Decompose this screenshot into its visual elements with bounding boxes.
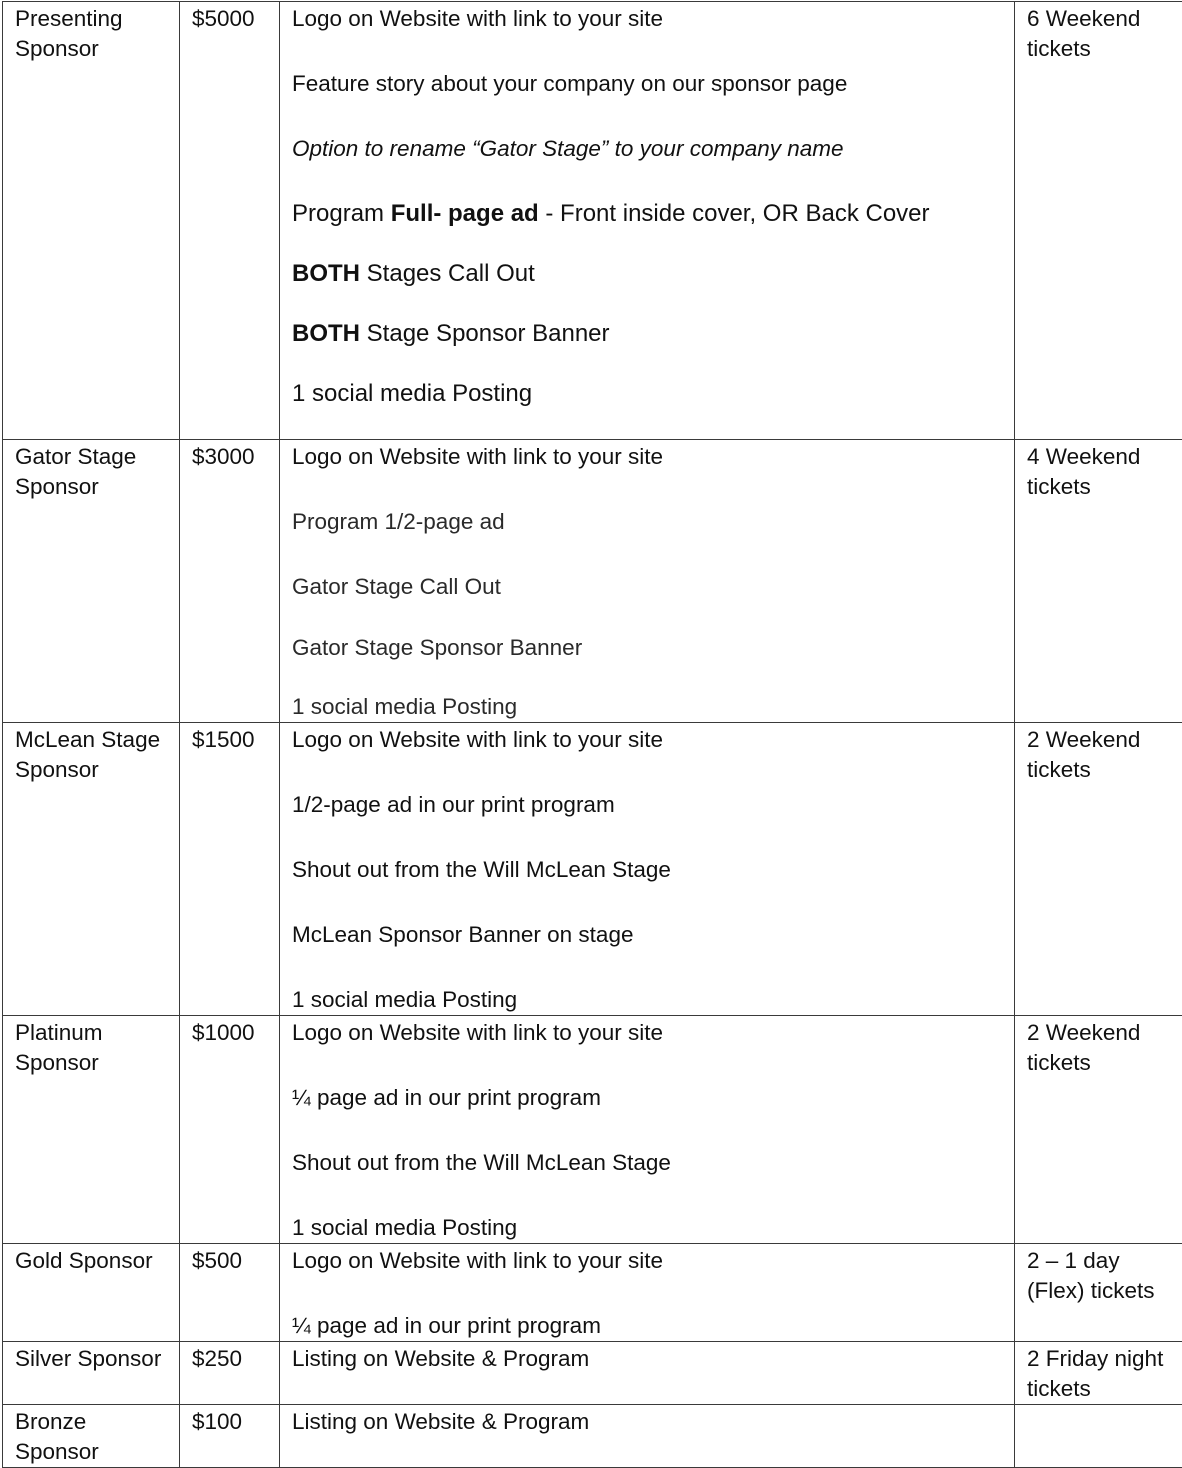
benefit-item: ¼ page ad in our print program [292, 1083, 1002, 1113]
benefit-item: Option to rename “Gator Stage” to your company name [292, 134, 1002, 164]
tier-price: $1000 [180, 1016, 280, 1244]
tier-price: $5000 [180, 2, 280, 440]
tier-name: Platinum Sponsor [3, 1016, 180, 1244]
benefit-item: Logo on Website with link to your site [292, 442, 1002, 472]
tier-name: Gator Stage Sponsor [3, 440, 180, 723]
benefit-item: Gator Stage Call Out [292, 572, 1002, 602]
benefit-emphasis: BOTH [292, 260, 360, 287]
benefit-item: ¼ page ad in our print program [292, 1311, 1002, 1341]
benefit-item: Logo on Website with link to your site [292, 4, 1002, 34]
benefit-item: Feature story about your company on our sponsor page [292, 69, 1002, 99]
tier-benefits [280, 2, 1015, 440]
tier-row-platinum [3, 1016, 1182, 1244]
benefit-item: Program 1/2-page ad [292, 507, 1002, 537]
benefit-item: Logo on Website with link to your site [292, 725, 1002, 755]
benefit-item: Listing on Website & Program [292, 1344, 1002, 1374]
tier-tickets: 4 Weekend tickets [1015, 440, 1182, 723]
benefit-item: 1 social media Posting [292, 985, 1002, 1015]
tier-price: $500 [180, 1244, 280, 1342]
tier-name: Presenting Sponsor [3, 2, 180, 440]
tier-price: $100 [180, 1405, 280, 1468]
tier-benefits [280, 1405, 1015, 1468]
benefit-item: McLean Sponsor Banner on stage [292, 920, 1002, 950]
tier-tickets [1015, 1405, 1182, 1468]
tier-benefits [280, 1244, 1015, 1342]
benefit-item [292, 259, 1002, 289]
benefit-item [292, 319, 1002, 349]
benefit-item: 1 social media Posting [292, 379, 1002, 409]
tier-benefits [280, 1342, 1015, 1405]
tier-name: Gold Sponsor [3, 1244, 180, 1342]
benefit-item [292, 199, 1002, 229]
tier-tickets: 2 Weekend tickets [1015, 723, 1182, 1016]
benefit-emphasis: Full- page ad [391, 200, 539, 227]
benefit-item: Logo on Website with link to your site [292, 1018, 1002, 1048]
benefit-item: 1/2-page ad in our print program [292, 790, 1002, 820]
benefit-text: Stage Sponsor Banner [360, 320, 610, 347]
benefit-item: Shout out from the Will McLean Stage [292, 855, 1002, 885]
tier-name: Silver Sponsor [3, 1342, 180, 1405]
tier-benefits [280, 1016, 1015, 1244]
tier-row-bronze [3, 1405, 1182, 1468]
tier-benefits [280, 723, 1015, 1016]
tier-price: $3000 [180, 440, 280, 723]
benefit-text: Stages Call Out [360, 260, 535, 287]
benefit-text: - Front inside cover, OR Back Cover [539, 200, 930, 227]
benefit-item: Shout out from the Will McLean Stage [292, 1148, 1002, 1178]
tier-name: McLean Stage Sponsor [3, 723, 180, 1016]
tier-row-silver [3, 1342, 1182, 1405]
tier-tickets: 2 Weekend tickets [1015, 1016, 1182, 1244]
benefit-item: Gator Stage Sponsor Banner [292, 633, 1002, 663]
tier-row-gold [3, 1244, 1182, 1342]
tier-row-presenting [3, 2, 1182, 440]
tier-price: $250 [180, 1342, 280, 1405]
tier-tickets: 6 Weekend tickets [1015, 2, 1182, 440]
tier-tickets: 2 Friday night tickets [1015, 1342, 1182, 1405]
tier-price: $1500 [180, 723, 280, 1016]
sponsorship-tiers-table [2, 1, 1182, 1468]
tier-benefits [280, 440, 1015, 723]
benefit-item: Logo on Website with link to your site [292, 1246, 1002, 1276]
benefit-item: 1 social media Posting [292, 1213, 1002, 1243]
tier-tickets: 2 – 1 day (Flex) tickets [1015, 1244, 1182, 1342]
tier-row-gator-stage [3, 440, 1182, 723]
benefit-item: Listing on Website & Program [292, 1407, 1002, 1437]
benefit-text: Program [292, 200, 391, 227]
tier-row-mclean-stage [3, 723, 1182, 1016]
tier-name: Bronze Sponsor [3, 1405, 180, 1468]
benefit-emphasis: BOTH [292, 320, 360, 347]
benefit-item: 1 social media Posting [292, 692, 1002, 722]
